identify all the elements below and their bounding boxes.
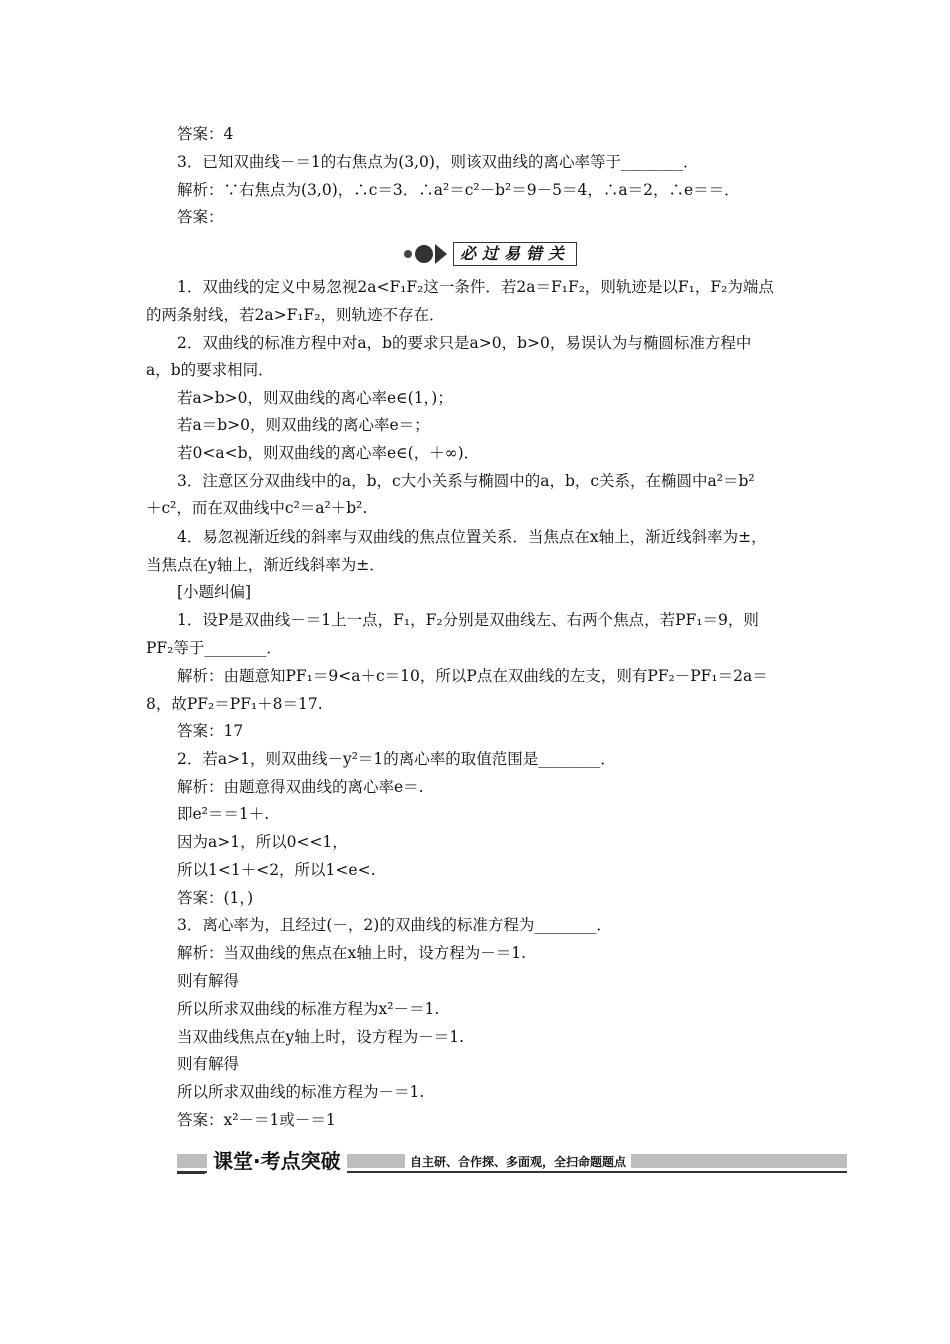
problem-line: 所以所求双曲线的标准方程为x²－＝1. <box>177 1000 440 1018</box>
pitfall-line: 3．注意区分双曲线中的a，b，c大小关系与椭圆中的a，b，c关系，在椭圆中a²＝b² <box>177 472 755 490</box>
problem-line: 1．设P是双曲线－＝1上一点，F₁，F₂分别是双曲线左、右两个焦点，若PF₁＝9，则 <box>177 611 759 629</box>
banner-main-title: 课堂·考点突破 <box>207 1146 347 1176</box>
answer-3: 答案： <box>177 208 224 226</box>
answer-line: 答案：4 <box>177 125 234 143</box>
pitfall-line: 若a＝b>0，则双曲线的离心率e＝； <box>177 416 430 434</box>
solution-3: 解析：∵右焦点为(3,0)，∴c＝3．∴a²＝c²－b²＝9－5＝4，∴a＝2，∴e＝＝． <box>177 181 740 199</box>
problem-line: 当双曲线焦点在y轴上时，设方程为－＝1. <box>177 1028 465 1046</box>
pitfall-line: ＋c²，而在双曲线中c²＝a²＋b². <box>146 499 368 517</box>
problem-line: 所以1<1＋<2，所以1<e<. <box>177 861 376 879</box>
problem-line: 8，故PF₂＝PF₁＋8＝17. <box>146 695 323 713</box>
problem-line: 答案：x²－＝1或－＝1 <box>177 1111 336 1129</box>
problem-line: 2．若a>1，则双曲线－y²＝1的离心率的取值范围是________． <box>177 750 616 768</box>
problem-line: PF₂等于________． <box>146 639 282 657</box>
problem-line: 解析：由题意得双曲线的离心率e＝. <box>177 778 424 796</box>
pitfall-line: 若a>b>0，则双曲线的离心率e∈(1，)； <box>177 389 453 407</box>
question-3: 3．已知双曲线－＝1的右焦点为(3,0)，则该双曲线的离心率等于________． <box>177 153 699 171</box>
pitfall-line: a，b的要求相同． <box>146 361 274 379</box>
pitfall-line: 若0<a<b，则双曲线的离心率e∈(，＋∞)． <box>177 444 480 462</box>
section-label: [小题纠偏] <box>177 583 252 601</box>
problem-line: 答案：17 <box>177 722 244 740</box>
problem-line: 则有解得 <box>177 1055 240 1073</box>
bullet-dots-icon <box>404 244 447 264</box>
problem-line: 因为a>1，所以0<<1， <box>177 833 348 851</box>
section-banner-pitfalls <box>404 240 577 268</box>
problem-line: 即e²＝＝1＋. <box>177 805 270 823</box>
pitfall-line: 1．双曲线的定义中易忽视2a<F₁F₂这一条件．若2a＝F₁F₂，则轨迹是以F₁，F₂为端点 <box>177 278 774 296</box>
pitfall-line: 的两条射线，若2a>F₁F₂，则轨迹不存在． <box>146 306 445 324</box>
problem-line: 解析：当双曲线的焦点在x轴上时，设方程为－＝1. <box>177 944 527 962</box>
banner-title: 必过易错关 <box>453 242 577 266</box>
problem-line: 答案：(1，) <box>177 889 254 907</box>
banner-subtitle: 自主研、合作探、多面观，全扫命题题点 <box>405 1154 631 1170</box>
problem-line: 解析：由题意知PF₁＝9<a＋c＝10，所以P点在双曲线的左支，则有PF₂－PF₁＝2a＝ <box>177 667 768 685</box>
banner-hook <box>177 1154 205 1174</box>
section-banner-classroom <box>177 1146 847 1176</box>
problem-line: 则有解得 <box>177 972 240 990</box>
pitfall-line: 当焦点在y轴上，渐近线斜率为±． <box>146 556 385 574</box>
problem-line: 所以所求双曲线的标准方程为－＝1. <box>177 1083 425 1101</box>
problem-line: 3．离心率为，且经过(－，2)的双曲线的标准方程为________． <box>177 916 612 934</box>
pitfall-line: 4．易忽视渐近线的斜率与双曲线的焦点位置关系．当焦点在x轴上，渐近线斜率为±， <box>177 528 767 546</box>
pitfall-line: 2．双曲线的标准方程中对a，b的要求只是a>0，b>0，易误认为与椭圆标准方程中 <box>177 334 752 352</box>
